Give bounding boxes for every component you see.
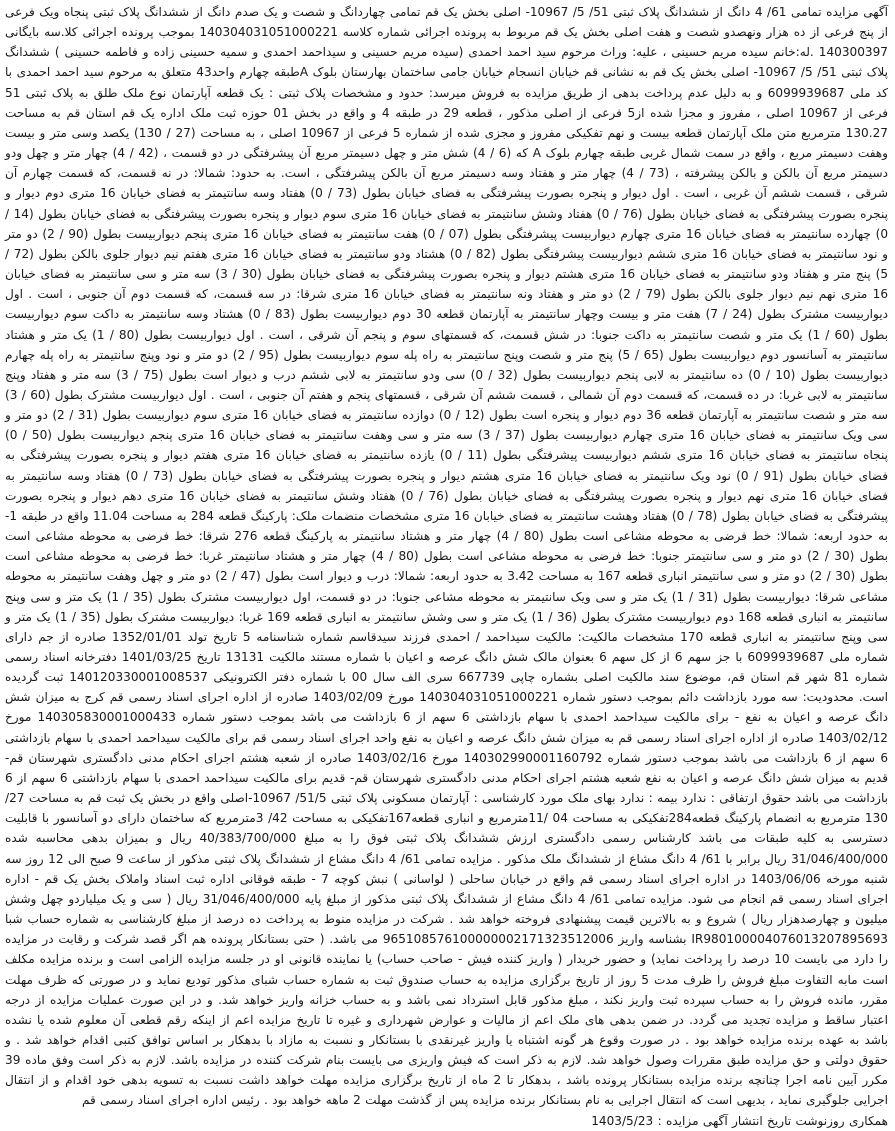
notice-body: آگهی مزایده تمامی 61/ 4 دانگ از ششدانگ پلاک ثبتی 51/ 5/ 10967- اصلی بخش یک قم تمامی چهاردانگ و شصت و یک صدم دانگ از ششدانگ پلاک ثبتی پنجاه ویک فرعی از پنج فرعی از ده هزار ونهصدو شصت و هفت اصلی بخش یک قم مربوط به پرونده اجرائی شماره کلاسه 140304031051000221 بموجب پرونده اجرائی کلا.سه بایگانی 140300397 .له:خانم سیده مریم حسینی ، علیه: وراث مرحوم سید احمد احمدی (سیده مریم حسینی و سیداحمد احمدی و سمیه حسینی زاده و فاطمه حسینی ) ششدانگ پلاک ثبتی 51/ 5/ 10967- اصلی بخش یک قم به نشانی قم خیابان انسجام خیابان جامی ساختمان بهارستان بلوک Aطبقه چهارم واحد43 متعلق به مرحوم سید احمد احمدی با کد ملی 6099939687 و به دلیل عدم پرداخت بدهی از طریق مزایده به فروش میرسد: حدود و مشخصات پلاک ثبتی : یک قطعه آپارتمان نوع ملک طلق به پلاک ثبتی 51 فرعی از 10967 اصلی ، مفروز و مجزا شده از5 فرعی از اصلی مذکور ، قطعه 29 در طبقه 4 و واقع در بخش 01 حوزه ثبت ملک اداره یک قم استان قم به مساحت 130.27 مترمربع متن ملک آپارتمان قطعه بیست و نهم تفکیکی مفروز و مجزی شده از شماره 5 فرعی از 10967 اصلی ، به مساحت (27 / 130) یکصد وسی متر و بیست وهفت دسیمتر مربع ، واقع در سمت شمال غربی طبقه چهارم بلوک A که (6 / 4) شش متر و چهل دسیمتر مربع آن پیشرفتگی در دو قسمت ، (42 / 4) چهار متر و چهل ودو دسیمتر مربع آن بالکن و بالکن پیشرفته ، (73 / 4) چهار متر و هفتاد وسه دسیمتر مربع آن بالکن پیشرفتگی ، است. به حدود: شمالا: در نه قسمت، که قسمت چهارم آن شرقی ، قسمت ششم آن غربی ، است . اول دیوار و پنجره بصورت پیشرفتگی به فضای خیابان بطول (73 / 0) هفتاد وسه سانتیمتر به فضای خیابان 16 متری دوم دیوار و پنجره بصورت پیشرفتگی به فضای خیابان بطول (76 / 0) هفتاد وشش سانتیمتر به فضای خیابان 16 متری سوم دیوار و پنجره بصورت پیشرفتگی به فضای خیابان بطول (14 / 0) چهارده سانتیمتر به فضای خیابان 16 متری چهارم دیواربیست پیشرفتگی بطول (07 / 0) هفت سانتیمتر به فضای خیابان 16 متری پنجم دیواربیست بطول (90 / 2) دو متر و نود سانتیمتر به فضای خیابان 16 متری ششم دیواربیست پیشرفتگی بطول (82 / 0) هشتاد ودو سانتیمتر به فضای خیابان 16 متری هفتم نیم دیوار جلوی بالکن بطول (72 / 5) پنج متر و هفتاد ودو سانتیمتر به فضای خیابان 16 متری هشتم دیوار و پنجره بصورت پیشرفتگی به فضای خیابان بطول (30 / 3) سه متر و سی سانتیمتر به فضای خیابان 16 متری نهم نیم دیوار جلوی بالکن بطول (79 / 2) دو متر و هفتاد ونه سانتیمتر به فضای خیابان 16 متری شرقا: در سه قسمت، که قسمت دوم آن جنوبی ، است . اول دیواربیست مشترک بطول (24 / 7) هفت متر و بیست وچهار سانتیمتر به آپارتمان قطعه 30 دوم دیواربیست بطول (83 / 0) هشتاد وسه سانتیمتر به داکت سوم دیواربیست بطول (60 / 1) یک متر و شصت سانتیمتر به داکت جنوبا: در شش قسمت، که قسمتهای سوم و پنجم آن شرقی ، است . اول دیواربیست بطول (80 / 1) یک متر و هشتاد سانتیمتر به آسانسور دوم دیواربیست بطول (65 / 5) پنج متر و شصت وپنج سانتیمتر به راه پله سوم دیواربیست بطول (95 / 2) دو متر و نود وپنج سانتیمتر به راه پله چهارم دیواربیست بطول (10 / 0) ده سانتیمتر به لابی پنجم دیواربیست بطول (32 / 0) سی ودو سانتیمتر به لابی ششم درب و دیوار است بطول (75 / 3) سه متر و هفتاد وپنج سانتیمتر به لابی غربا: در ده قسمت، که قسمت دوم آن شمالی ، قسمت ششم آن شرقی ، قسمتهای پنجم و هفتم آن جنوبی ، است . اول دیواربیست مشترک بطول (60 / 3) سه متر و شصت سانتیمتر به آپارتمان قطعه 36 دوم دیوار و پنجره است بطول (12 / 0) دوازده سانتیمتر به فضای خیابان 16 متری سوم دیواربیست بطول (31 / 2) دو متر و سی ویک سانتیمتر به فضای خیابان 16 متری چهارم دیواربیست بطول (37 / 3) سه متر و سی وهفت سانتیمتر به فضای خیابان 16 متری پنجم دیواربیست بطول (50 / 0) پنجاه سانتیمتر به فضای خیابان 16 متری ششم دیواربیست پیشرفتگی بطول (11 / 0) یازده سانتیمتر به فضای خیابان 16 متری هفتم دیوار و پنجره بصورت پیشرفتگی به فضای خیابان بطول (91 / 0) نود ویک سانتیمتر به فضای خیابان 16 متری هشتم دیوار و پنجره بصورت پیشرفتگی به فضای خیابان بطول (73 / 0) هفتاد وسه سانتیمتر به فضای خیابان 16 متری نهم دیوار و پنجره بصورت پیشرفتگی به فضای خیابان بطول (76 / 0) هفتاد وشش سانتیمتر به فضای خیابان 16 متری دهم دیوار و پنجره بصورت پیشرفتگی به فضای خیابان بطول (78 / 0) هفتاد وهشت سانتیمتر به فضای خیابان 16 متری مشخصات منضمات ملک: پارکینگ قطعه 284 به مساحت 11.04 واقع در طبقه 1- به حدود اربعه: شمالا: خط فرضی به محوطه مشاعی است بطول (80 / 4) چهار متر و هشتاد سانتیمتر به پارکینگ قطعه 276 شرقا: خط فرضی به محوطه مشاعی است بطول (30 / 2) دو متر و سی سانتیمتر جنوبا: خط فرضی به محوطه مشاعی است بطول (80 / 4) چهار متر و هشتاد سانتیمتر غربا: خط فرضی به محوطه مشاعی است بطول (30 / 2) دو متر و سی سانتیمتر انباری قطعه 167 به مساحت 3.42 به حدود اربعه: شمالا: درب و دیوار است بطول (47 / 2) دو متر و چهل وهفت سانتیمتر به محوطه مشاعی شرقا: دیواربیست بطول (31 / 1) یک متر و سی ویک سانتیمتر به محوطه مشاعی جنوبا: در دو قسمت، اول دیواربیست مشترک بطول (35 / 1) یک متر و سی وپنج سانتیمتر به انباری قطعه 168 دوم دیواربیست مشترک بطول (36 / 1) یک متر و سی وشش سانتیمتر به انباری قطعه 169 غربا: دیواربیست مشترک بطول (35 / 1) یک متر و سی وپنج سانتیمتر به انباری قطعه 170 مشخصات مالکیت: مالکیت سیداحمد / احمدی فرزند سیدقاسم شماره شناسنامه 5 تاریخ تولد 1352/01/01 صادره از جم دارای شماره ملی 6099939687 با جز سهم 6 از کل سهم 6 بعنوان مالک شش دانگ عرصه و اعیان با شماره مستند مالکیت 13131 تاریخ 1401/03/25 دفترخانه اسناد رسمی شماره 81 شهر قم استان قم، موضوع سند مالکیت اصلی بشماره چاپی 667739 سری الف سال 00 با شماره دفتر الکترونیکی 140120330001008537 ثبت گردیده است. محدودیت: سه مورد بازداشت دائم بموجب دستور شماره 140304031051000221 مورخ 1403/02/09 صادره از اداره اجرای اسناد رسمی قم کرج به میزان شش دانگ عرصه و اعیان به نفع - برای مالکیت سیداحمد احمدی با سهام بازداشتی 6 سهم از 6 بازداشت می باشد بموجب دستور شماره 140305830001000433 مورخ 1403/02/12 صادره از اداره اجرای اسناد رسمی قم به میزان شش دانگ عرصه و اعیان به نفع واحد اجرای اسناد رسمی قم برای مالکیت سیداحمد احمدی با سهام بازداشتی 6 سهم از 6 بازداشت می باشد بموجب دستور شماره 140302990001160792 مورخ 1403/02/16 صادره از شعبه هشتم اجرای احکام مدنی دادگستری شهرستان قم- قدیم به میزان شش دانگ عرصه و اعیان به نفع شعبه هشتم اجرای احکام مدنی دادگستری شهرستان قم- قدیم برای مالکیت سیداحمد احمدی با سهام بازداشتی 6 سهم از 6 بازداشت می باشد حقوق ارتفاقی : ندارد بیمه : ندارد بهای ملک مورد کارشناسی : آپارتمان مسکونی پلاک ثبتی 51/5/ 10967-اصلی واقع در بخش یک ثبت قم به مساحت 27/ 130 مترمربع به انضمام پارکینگ قطعه284تفکیکی به مساحت 04 /11مترمربع و انباری قطعه167تفکیکی به مساحت 42/ 3مترمربع که ساختمان دارای دو آسانسور با قابلیت دسترسی به کلیه طبقات می باشد کارشناس رسمی دادگستری ارزش ششدانگ پلاک ثبتی فوق را به مبلغ 40/383/700/000 ریال و بمیزان بدهی محاسبه شده 31/046/400/000 ریال برابر با 61/ 4 دانگ مشاع از ششدانگ ملک مذکور . مزایده تمامی 61/ 4 دانگ مشاع از ششدانگ پلاک ثبتی مذکور از ساعت 9 صبح الی 12 روز سه شنبه مورخه 1403/06/06 در اداره اجرای اسناد رسمی قم واقع در خیابان ساحلی ( لواسانی ) نبش کوچه 7 - طبقه فوقانی اداره ثبت اسناد واملاک بخش یک قم - اداره اجرای اسناد رسمی قم انجام می شود. مزایده تمامی 61/ 4 دانگ مشاع از ششدانگ پلاک ثبتی مذکور از مبلغ پایه 31/046/400/000 ریال ( سی و یک میلیاردو چهل وشش میلیون و چهارصدهزار ریال ) شروع و به بالاترین قیمت پیشنهادی فروخته خواهد شد . شرکت در مزایده منوط به پرداخت ده درصد از مبلغ کارشناسی به شماره حساب شبا IR980100004076013207895693 بشناسه واریز 965108576100000002171323512006 می باشد. ( حتی بستانکار پرونده هم اگر قصد شرکت و رقابت در مزایده را دارد می بایست 10 درصد را پرداخت نماید) و حضور خریدار ( واریز کننده فیش - صاحب حساب) یا نماینده قانونی او در جلسه مزایده الزامی است و برنده مزایده مکلف است مابه التفاوت مبلغ فروش را ظرف مدت 5 روز از تاریخ برگزاری مزایده به حساب صندوق ثبت به شماره حساب شبای مذکور تودیع نماید و در صورتی که ظرف مهلت مقرر، مانده فروش را به حساب سپرده ثبت واریز نکند ، مبلغ مذکور قابل استرداد نمی باشد و به حساب خزانه واریز خواهد شد. و در این صورت عملیات مزایده از درجه اعتبار ساقط و مزایده تجدید می گردد. در ضمن بدهی های ملک اعم از مالیات و عوارض شهرداری و غیره تا تاریخ مزایده اعم از اینکه رقم قطعی آن معلوم شده یا نشده باشد به عهده برنده مزایده خواهد بود . در صورت وقوع هر گونه اشتباه یا واریز غیرنقدی با بستانکار و نسبت به مازاد با بدهکار بر اساس توافق کتبی اقدام خواهد شد . و حقوق دولتی و حق مزایده طبق مقررات وصول خواهد شد. لازم به ذکر است که فیش واریزی می بایست بنام شرکت کننده در مزایده باشد. لازم به ذکر است وفق ماده 39 مکرر آیین نامه اجرا چنانچه برنده مزایده بستانکار پرونده باشد ، بدهکار تا 2 ماه از تاریخ برگزاری مزایده مهلت خواهد داشت نسبت به تسویه بدهی خود اقدام و از انتقال اجرایی جلوگیری نماید ، بدیهی است که انتقال اجرایی به نام بستانکار برنده مزایده پس از گذشت مهلت 2 ماهه خواهد بود . رئیس اداره اجرای اسناد رسمی قم — [5, 5, 889, 1108]
publication-date-label: همکاری روزنوشت تاریخ انتشار آگهی مزایده : — [657, 1113, 888, 1128]
publication-date-value: 1403/5/23 — [591, 1113, 654, 1128]
publication-date-line — [5, 1111, 888, 1131]
auction-notice — [2, 2, 891, 1128]
